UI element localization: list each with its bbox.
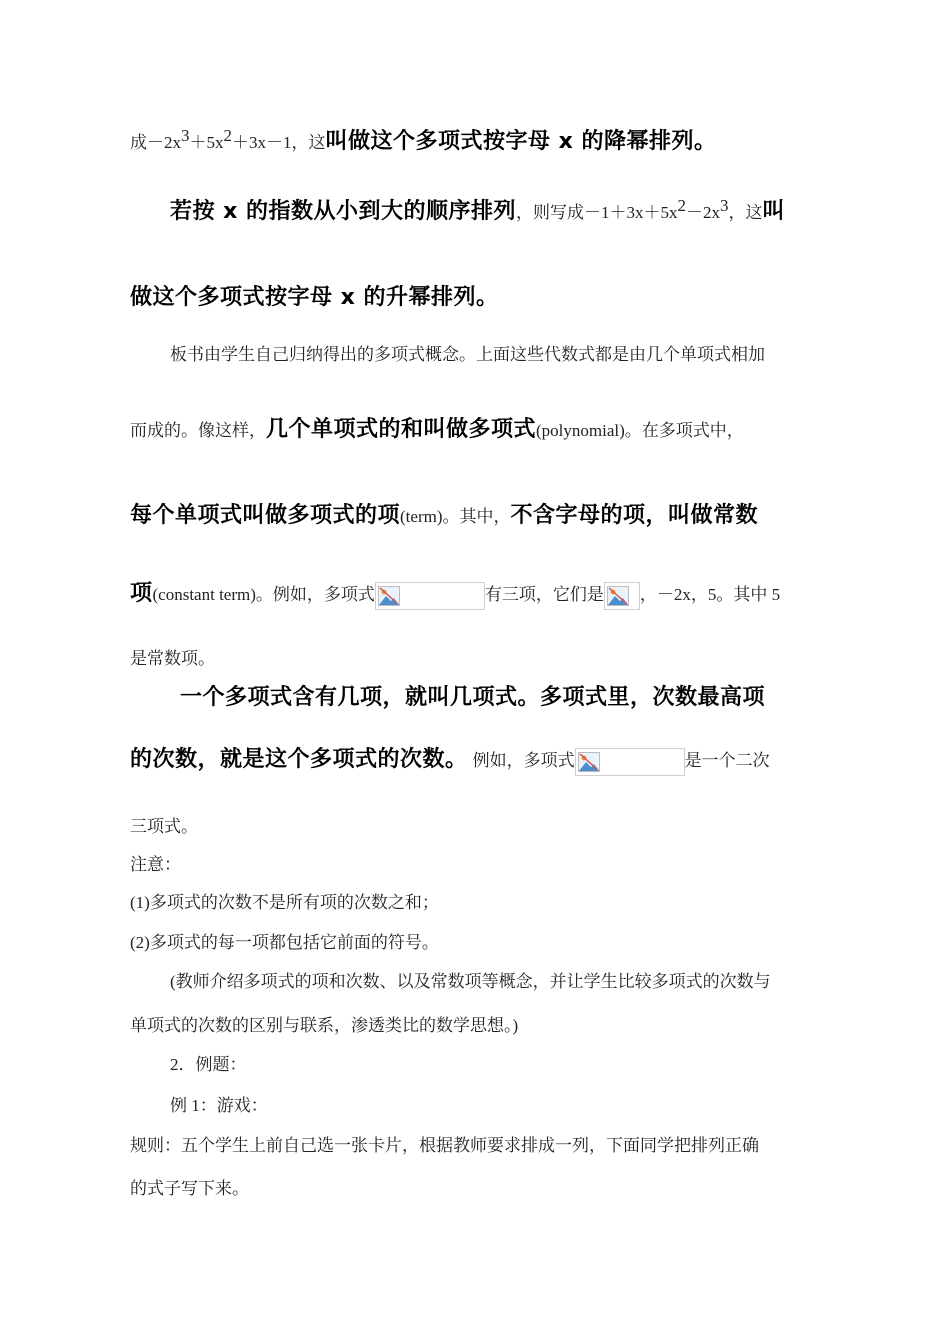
paragraph-line: [130, 280, 499, 311]
superscript: 3: [720, 196, 729, 215]
bold-text: 几个单项式的和叫做多项式: [266, 417, 537, 442]
paragraph-line: [130, 928, 439, 953]
text: 三项式。: [130, 817, 198, 836]
text: ，这: [728, 203, 763, 222]
paragraph-line: [130, 812, 198, 837]
text: －2x: [686, 203, 721, 222]
paragraph-line: [170, 1050, 247, 1075]
paragraph-line: [130, 1011, 518, 1036]
text: (term)。其中，: [400, 507, 511, 526]
paragraph-line: [130, 742, 770, 776]
text: ，则写成－1＋3x＋5x: [516, 203, 678, 222]
text: 例 1：游戏：: [170, 1096, 268, 1115]
text: 板书由学生自己归纳得出的多项式概念。上面这些代数式都是由几个单项式相加: [170, 345, 765, 364]
paragraph-line: [170, 340, 765, 365]
paragraph-line: [170, 967, 771, 992]
text: 有三项，它们是: [484, 585, 604, 604]
text: (1)多项式的次数不是所有项的次数之和；: [130, 893, 439, 912]
text: 是常数项。: [130, 649, 215, 668]
text: (polynomial)。在多项式中，: [536, 421, 744, 440]
text: (constant term)。例如，多项式: [152, 585, 375, 604]
text: 规则：五个学生上前自己选一张卡片，根据教师要求排成一列，下面同学把排列正确: [130, 1136, 759, 1155]
text: 单项式的次数的区别与联系，渗透类比的数学思想。): [130, 1016, 519, 1035]
paragraph-line: [170, 1091, 268, 1116]
bold-text: 的次数，就是这个多项式的次数。: [130, 747, 468, 772]
broken-image-icon: [575, 748, 685, 776]
bold-text: 若按 x 的指数从小到大的顺序排列: [170, 199, 517, 224]
superscript: 2: [677, 196, 687, 215]
broken-image-icon: [604, 582, 640, 610]
text: 的式子写下来。: [130, 1179, 249, 1198]
text: 例如，多项式: [472, 751, 575, 770]
paragraph-line: [170, 194, 785, 225]
text: 成－2x: [130, 133, 181, 152]
superscript: 3: [181, 126, 190, 145]
text: (2)多项式的每一项都包括它前面的符号。: [130, 933, 439, 952]
text: 而成的。像这样，: [130, 421, 266, 440]
text: (教师介绍多项式的项和次数、以及常数项等概念，并让学生比较多项式的次数与: [170, 972, 771, 991]
bold-text: 叫: [762, 199, 786, 224]
paragraph-line: [130, 888, 439, 913]
bold-text: 叫做这个多项式按字母 x 的降幂排列。: [325, 129, 717, 154]
bold-text: 项: [130, 581, 153, 606]
text: 2．例题：: [170, 1055, 247, 1074]
superscript: 2: [223, 126, 232, 145]
paragraph-line: [130, 498, 758, 529]
paragraph-line: [130, 644, 215, 669]
bold-text: 不含字母的项，叫做常数: [510, 503, 759, 528]
paragraph-line: [130, 124, 717, 155]
bold-text: 每个单项式叫做多项式的项: [130, 503, 401, 528]
paragraph-line: [130, 576, 780, 610]
text: 注意：: [130, 855, 181, 874]
paragraph-line: [130, 1174, 249, 1199]
text: ＋3x－1，这: [232, 133, 326, 152]
text: ，－2x，5。其中 5: [639, 585, 781, 604]
paragraph-line: [130, 1131, 759, 1156]
paragraph-line: [130, 850, 181, 875]
text: 是一个二次: [684, 751, 770, 770]
bold-text: 一个多项式含有几项，就叫几项式。多项式里，次数最高项: [180, 685, 766, 710]
paragraph-line: [130, 412, 744, 443]
broken-image-icon: [375, 582, 485, 610]
paragraph-line: [180, 680, 765, 711]
text: ＋5x: [189, 133, 224, 152]
bold-text: 做这个多项式按字母 x 的升幂排列。: [130, 285, 499, 310]
